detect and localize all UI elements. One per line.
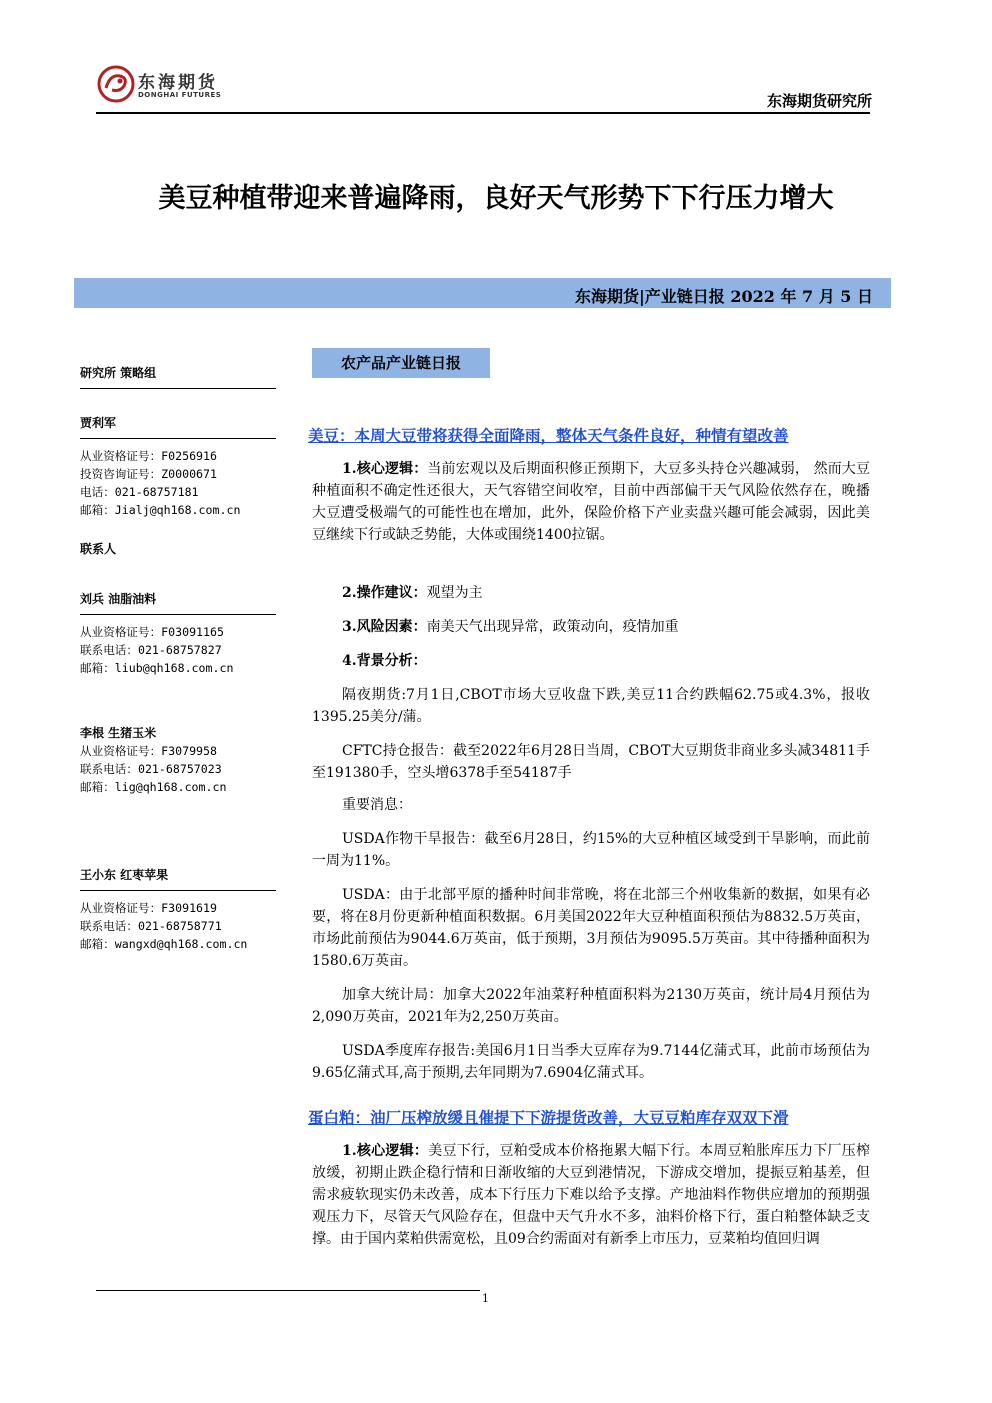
analyst-info-line: 投资咨询证号：Z0000671 bbox=[80, 467, 217, 481]
report-banner bbox=[74, 278, 891, 308]
page-title: 美豆种植带迎来普遍降雨，良好天气形势下下行压力增大 bbox=[158, 183, 834, 214]
analyst-info-line: 电话：021-68757181 bbox=[80, 485, 199, 499]
soy-background bbox=[312, 650, 870, 672]
soy-logic-label: 1.核心逻辑： bbox=[342, 461, 428, 477]
contact-email: 邮箱：liub@qh168.com.cn bbox=[80, 661, 234, 675]
meal-logic-text: 美豆下行，豆粕受成本价格拖累大幅下行。本周豆粕胀库压力下厂压榨放缓，初期止跌企稳行情和日渐收缩的大豆到港情况，下游成交增加，提振豆粕基差，但需求疲软现实仍未改善，成本下行压力下难以给予支撑。产地油料作物供应增加的预期强观压力下，尽管天气风险存在，但盘中天气升水不多，油料价格下行，蛋白粕整体缺乏支撑。由于国内菜粕供需宽松，且09合约需面对有新季上市压力，豆菜粕均值回归调 bbox=[312, 1143, 870, 1247]
contacts-label: 联系人 bbox=[80, 542, 117, 556]
sidebar-dept-block bbox=[80, 364, 276, 397]
logo-en-text: DONGHAI FUTURES bbox=[138, 91, 222, 99]
sidebar-divider bbox=[80, 614, 276, 615]
soy-paragraph: USDA作物干旱报告：截至6月28日，约15%的大豆种植区域受到干旱影响，而此前一周为11%。 bbox=[312, 831, 870, 869]
analyst-email: 邮箱：Jialj@qh168.com.cn bbox=[80, 503, 241, 517]
soy-risk-text: 南美天气出现异常，政策动向，疫情加重 bbox=[426, 619, 679, 635]
analyst-block bbox=[80, 414, 276, 519]
category-badge: 农产品产业链日报 bbox=[312, 348, 490, 378]
contact-info-line: 联系电话：021-68758771 bbox=[80, 919, 222, 933]
soy-paragraph: CFTC持仓报告：截至2022年6月28日当周，CBOT大豆期货非商业多头减34811手至191380手，空头增6378手至54187手 bbox=[312, 743, 870, 781]
contact-name: 王小东 红枣苹果 bbox=[80, 868, 169, 882]
sidebar-divider bbox=[80, 890, 276, 891]
contact-info-line: 联系电话：021-68757023 bbox=[80, 762, 222, 776]
contacts-label-block bbox=[80, 540, 276, 558]
soy-advice bbox=[312, 582, 870, 604]
contact-info-line: 从业资格证号：F3091619 bbox=[80, 901, 217, 915]
soy-background-label: 4.背景分析： bbox=[342, 653, 427, 669]
contact-info-line: 联系电话：021-68757827 bbox=[80, 643, 222, 657]
soy-advice-text: 观望为主 bbox=[426, 585, 483, 601]
soy-logic-text: 当前宏观以及后期面积修正预期下，大豆多头持仓兴趣减弱， 然而大豆种植面积不确定性还很大，天气容错空间收窄，目前中西部偏干天气风险依然存在，晚播大豆遭受极端气的可能性也在增加，此外，保险价格下产业卖盘兴趣可能会减弱，因此美豆继续下行或缺乏势能，大体或围绕1400拉锯。 bbox=[312, 461, 870, 543]
soy-core-logic bbox=[312, 458, 870, 570]
dragon-logo-icon bbox=[96, 64, 136, 104]
soy-risk bbox=[312, 616, 870, 638]
meal-logic-label: 1.核心逻辑： bbox=[342, 1143, 429, 1159]
contact-email: 邮箱：wangxd@qh168.com.cn bbox=[80, 937, 248, 951]
sidebar-divider bbox=[80, 438, 276, 439]
analyst-info-line: 从业资格证号：F0256916 bbox=[80, 449, 217, 463]
contact-info-line: 从业资格证号：F03091165 bbox=[80, 625, 224, 639]
institute-name: 东海期货研究所 bbox=[766, 92, 872, 110]
section-heading-protein-meal: 蛋白粕：油厂压榨放缓且催提下下游提货改善，大豆豆粕库存双双下滑 bbox=[308, 1108, 789, 1127]
contact-block bbox=[80, 866, 276, 953]
donghai-logo bbox=[96, 64, 236, 108]
sidebar-dept: 研究所 策略组 bbox=[80, 366, 157, 380]
contact-email: 邮箱：lig@qh168.com.cn bbox=[80, 780, 227, 794]
soy-paragraph: USDA：由于北部平原的播种时间非常晚，将在北部三个州收集新的数据，如果有必要，将在8月份更新种植面积数据。6月美国2022年大豆种植面积预估为8832.5万英亩，市场此前预估为9044.6万英亩，低于预期，3月预估为9095.5万英亩。其中待播种面积为1580.6万英亩。 bbox=[312, 887, 870, 969]
soy-risk-label: 3.风险因素： bbox=[342, 619, 427, 635]
analyst-name: 贾利军 bbox=[80, 416, 117, 430]
page-number: 1 bbox=[482, 1292, 489, 1305]
meal-core-logic bbox=[312, 1140, 870, 1280]
header-rule bbox=[96, 112, 870, 114]
contact-info-line: 从业资格证号：F3079958 bbox=[80, 744, 217, 758]
logo-cn-text: 东海期货 bbox=[138, 73, 218, 93]
section-heading-soybean: 美豆：本周大豆带将获得全面降雨，整体天气条件良好，种情有望改善 bbox=[308, 426, 789, 445]
soy-paragraph: 隔夜期货:7月1日,CBOT市场大豆收盘下跌,美豆11合约跌幅62.75或4.3%，报收1395.25美分/蒲。 bbox=[312, 687, 870, 725]
soy-paragraph: 重要消息： bbox=[342, 797, 412, 813]
contact-name: 李根 生猪玉米 bbox=[80, 726, 157, 740]
sidebar-divider bbox=[80, 388, 276, 389]
soy-paragraph: 加拿大统计局：加拿大2022年油菜籽种植面积料为2130万英亩，统计局4月预估为2,090万英亩，2021年为2,250万英亩。 bbox=[312, 987, 870, 1025]
contact-block bbox=[80, 590, 276, 677]
contact-name: 刘兵 油脂油料 bbox=[80, 592, 157, 606]
soy-advice-label: 2.操作建议： bbox=[342, 585, 427, 601]
footer-rule bbox=[96, 1290, 480, 1291]
contact-block bbox=[80, 724, 276, 796]
report-banner-text: 东海期货|产业链日报 2022 年 7 月 5 日 bbox=[574, 287, 873, 306]
soy-paragraph: USDA季度库存报告:美国6月1日当季大豆库存为9.7144亿蒲式耳，此前市场预估为9.65亿蒲式耳,高于预期,去年同期为7.6904亿蒲式耳。 bbox=[312, 1043, 870, 1081]
